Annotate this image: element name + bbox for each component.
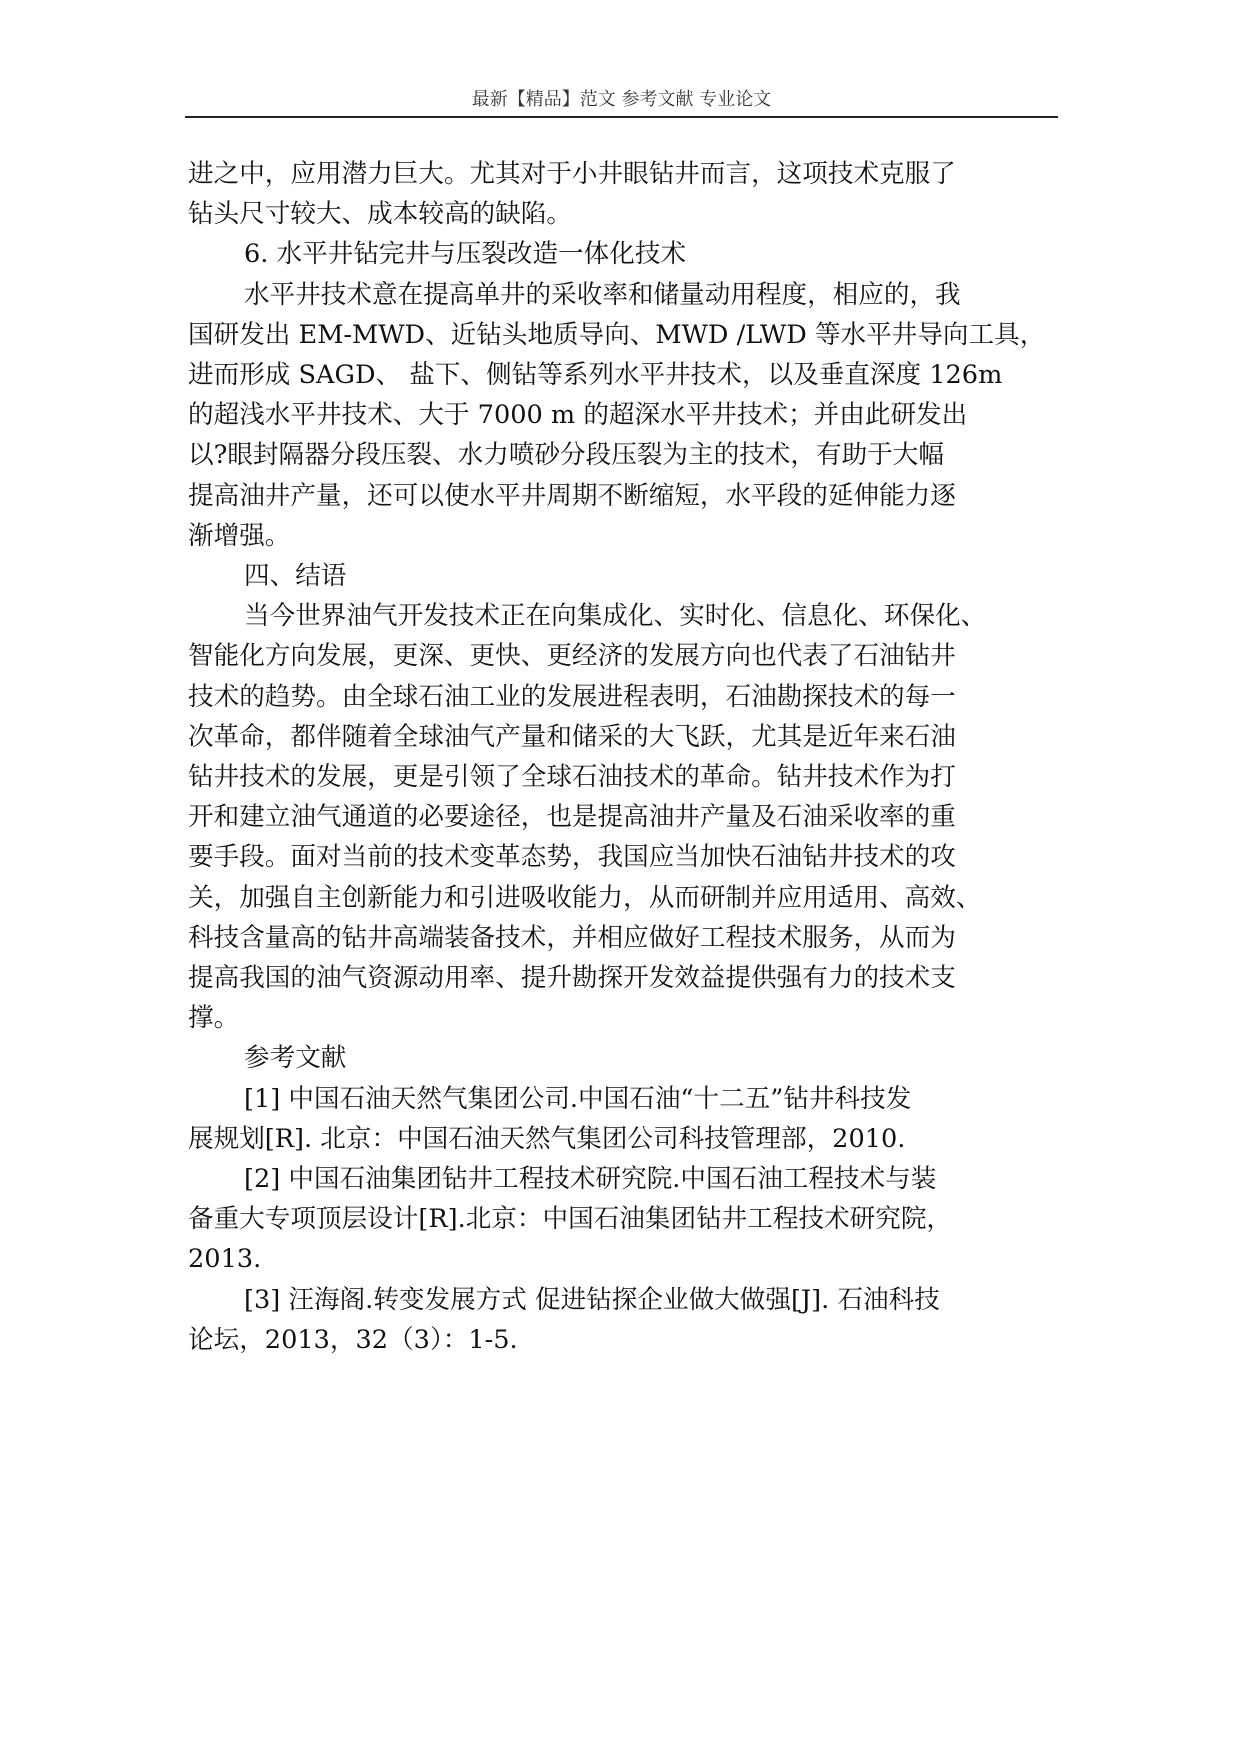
text-line: 当今世界油气开发技术正在向集成化、实时化、信息化、环保化、 <box>244 601 987 632</box>
text-line: 进而形成 SAGD、 盐下、侧钻等系列水平井技术，以及垂直深度 126m <box>188 360 1003 391</box>
text-line: [3] 汪海阁.转变发展方式 促进钻探企业做大做强[J]. 石油科技 <box>244 1284 940 1315</box>
text-line: 的超浅水平井技术、大于 7000 m 的超深水平井技术；并由此研发出 <box>188 400 968 431</box>
text-line: 展规划[R]. 北京：中国石油天然气集团公司科技管理部，2010. <box>188 1123 906 1154</box>
text-line: 进之中，应用潜力巨大。尤其对于小井眼钻井而言，这项技术克服了 <box>188 159 956 189</box>
text-line: 四、结语 <box>244 561 347 592</box>
text-line: 水平井技术意在提高单井的采收率和储量动用程度，相应的，我 <box>244 279 961 310</box>
text-line: [2] 中国石油集团钻井工程技术研究院.中国石油工程技术与装 <box>244 1164 937 1195</box>
text-line: 钻井技术的发展，更是引领了全球石油技术的革命。钻井技术作为打 <box>188 762 956 793</box>
text-line: 撑。 <box>188 1003 240 1034</box>
text-line: 参考文献 <box>244 1043 347 1074</box>
text-line: 以?眼封隔器分段压裂、水力喷砂分段压裂为主的技术，有助于大幅 <box>188 440 944 471</box>
text-line: 论坛，2013，32（3）：1-5. <box>188 1324 518 1355</box>
text-line: 要手段。面对当前的技术变革态势，我国应当加快石油钻井技术的攻 <box>188 842 956 873</box>
text-line: 技术的趋势。由全球石油工业的发展进程表明，石油勘探技术的每一 <box>188 681 956 712</box>
text-line: 6. 水平井钻完井与压裂改造一体化技术 <box>244 239 687 270</box>
text-line: 备重大专项顶层设计[R].北京：中国石油集团钻井工程技术研究院， <box>188 1204 953 1235</box>
text-line: 钻头尺寸较大、成本较高的缺陷。 <box>188 199 572 230</box>
text-line: 关，加强自主创新能力和引进吸收能力，从而研制并应用适用、高效、 <box>188 882 982 913</box>
text-line: 国研发出 EM-MWD、近钻头地质导向、MWD /LWD 等水平井导向工具， <box>188 319 1046 350</box>
text-line: 渐增强。 <box>188 520 291 551</box>
text-line: 提高我国的油气资源动用率、提升勘探开发效益提供强有力的技术支 <box>188 963 956 994</box>
text-line: 智能化方向发展，更深、更快、更经济的发展方向也代表了石油钻井 <box>188 641 956 672</box>
running-header: 最新【精品】范文 参考文献 专业论文 <box>471 89 772 110</box>
text-line: 科技含量高的钻井高端装备技术，并相应做好工程技术服务，从而为 <box>188 922 956 953</box>
text-line: 次革命，都伴随着全球油气产量和储采的大飞跃，尤其是近年来石油 <box>188 721 956 752</box>
text-line: 提高油井产量，还可以使水平井周期不断缩短，水平段的延伸能力逐 <box>188 480 956 511</box>
document-body <box>188 154 1054 1360</box>
text-line: [1] 中国石油天然气集团公司.中国石油“十二五”钻井科技发 <box>244 1083 912 1114</box>
text-line: 2013. <box>188 1244 262 1275</box>
header-rule <box>185 116 1058 118</box>
text-line: 开和建立油气通道的必要途径，也是提高油井产量及石油采收率的重 <box>188 802 956 833</box>
